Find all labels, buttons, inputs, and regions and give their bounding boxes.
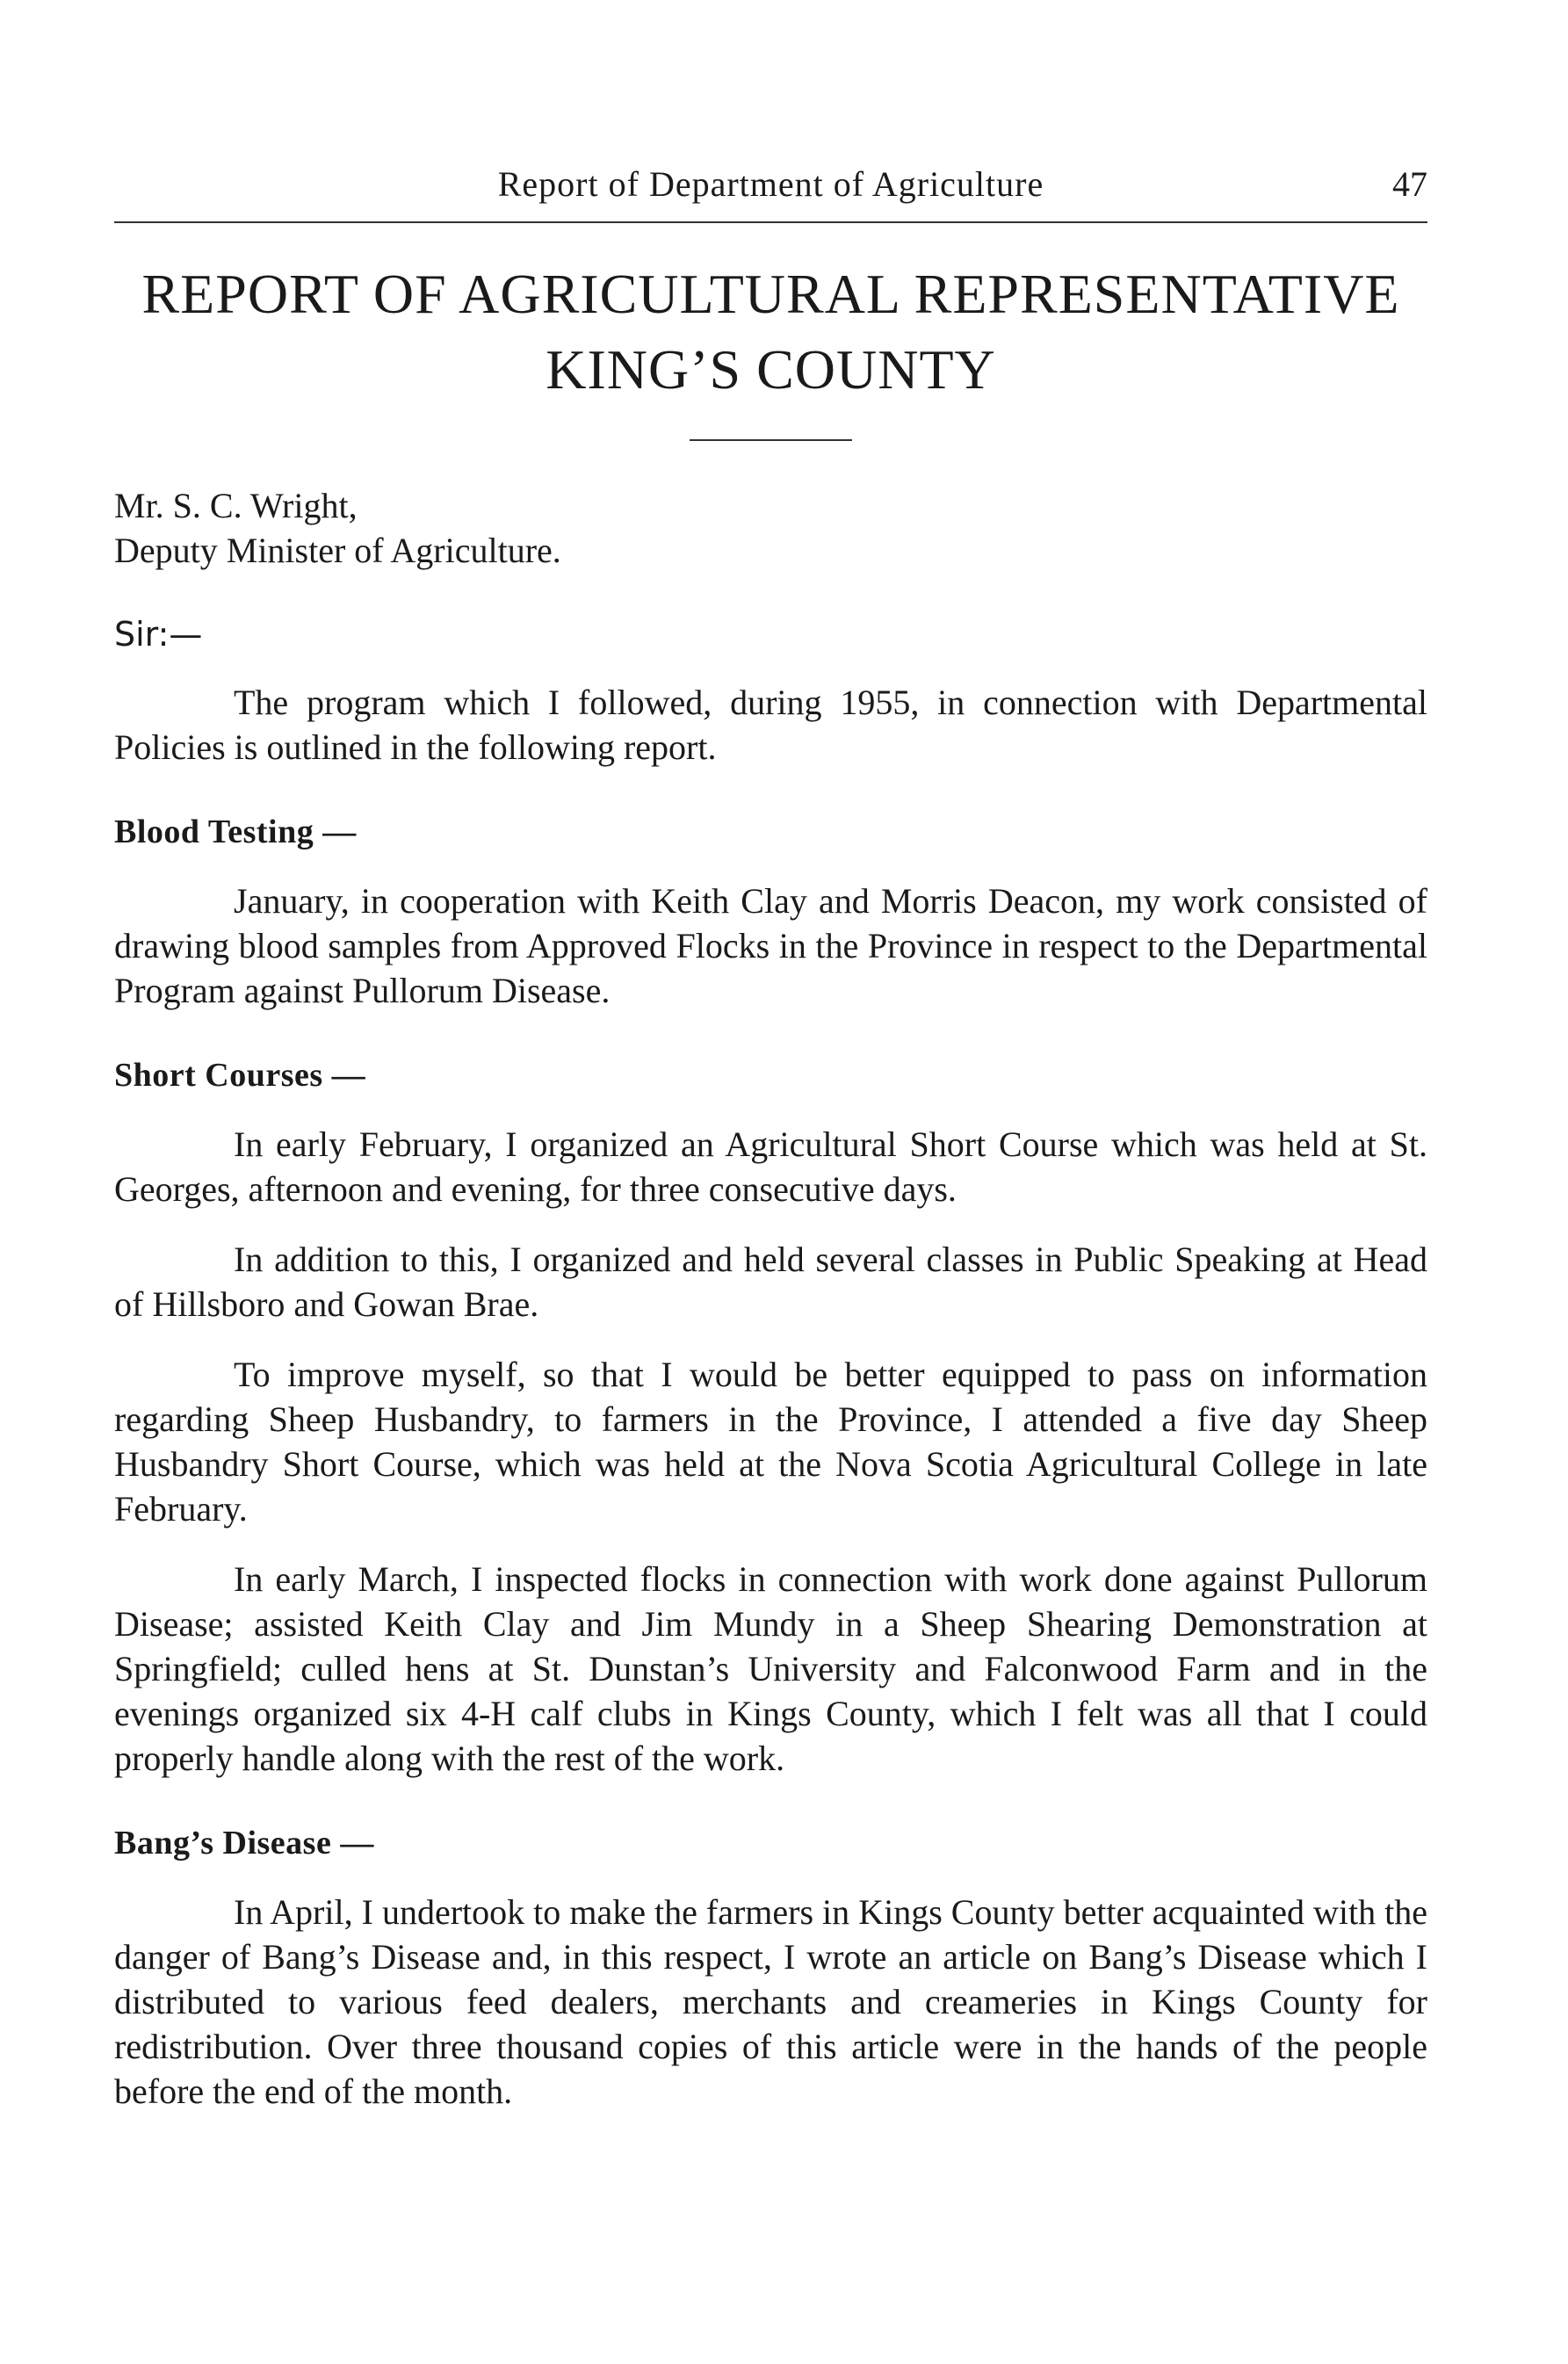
paragraph: In addition to this, I organized and held several classes in Public Speaking at Head of Hillsboro and Gowan Brae. (114, 1240, 1427, 1324)
section-heading-bangs-disease: Bang’s Disease — (114, 1825, 374, 1862)
paragraph: To improve myself, so that I would be better equipped to pass on information regarding Sheep Husbandry, to farmers in the Province, I attended a five day Sheep Husbandry Short Course, which was held at the Nova Scotia Agricultural College in late February. (114, 1355, 1427, 1529)
addressee-name: Mr. S. C. Wright, (114, 486, 358, 525)
section-heading-short-courses: Short Courses — (114, 1057, 366, 1094)
paragraph: January, in cooperation with Keith Clay and Morris Deacon, my work consisted of drawing blood samples from Approved Flocks in the Province in respect to the Departmental Program against Pullorum Disease. (114, 881, 1427, 1010)
salutation: Sir:— (114, 615, 203, 654)
paragraph: In early February, I organized an Agricultural Short Course which was held at St. Georges, afternoon and evening, for three consecutive days. (114, 1124, 1427, 1209)
intro-paragraph: The program which I followed, during 1955, in connection with Departmental Policies is outlined in the following report. (114, 683, 1427, 767)
running-head-title: Report of Department of Agriculture (497, 164, 1044, 204)
document-page (114, 158, 1427, 2114)
page-number: 47 (1392, 164, 1427, 204)
addressee-block (114, 483, 1427, 573)
header-rule (114, 221, 1427, 223)
report-body (114, 483, 1427, 2114)
paragraph: In April, I undertook to make the farmers in Kings County better acquainted with the danger of Bang’s Disease and, in this respect, I wrote an article on Bang’s Disease which I distributed to various feed dealers, merchants and creameries in Kings County for redistribution. Over three thousand copies of this article were in the hands of the people before the end of the month. (114, 1892, 1427, 2111)
report-title (114, 257, 1427, 408)
report-title-line-2: KING’S COUNTY (546, 338, 996, 401)
title-rule (690, 439, 852, 441)
section-heading-blood-testing: Blood Testing — (114, 813, 357, 850)
running-head (114, 158, 1427, 211)
paragraph: In early March, I inspected flocks in connection with work done against Pullorum Disease; assisted Keith Clay and Jim Mundy in a Sheep Shearing Demonstration at Springfield; culled hens at St. Dunstan’s University and Falconwood Farm and in the evenings organized six 4-H calf clubs in Kings County, which I felt was all that I could properly handle along with the rest of the work. (114, 1559, 1427, 1778)
report-title-line-1: REPORT OF AGRICULTURAL REPRESENTATIVE (141, 263, 1400, 325)
addressee-title: Deputy Minister of Agriculture. (114, 531, 561, 570)
